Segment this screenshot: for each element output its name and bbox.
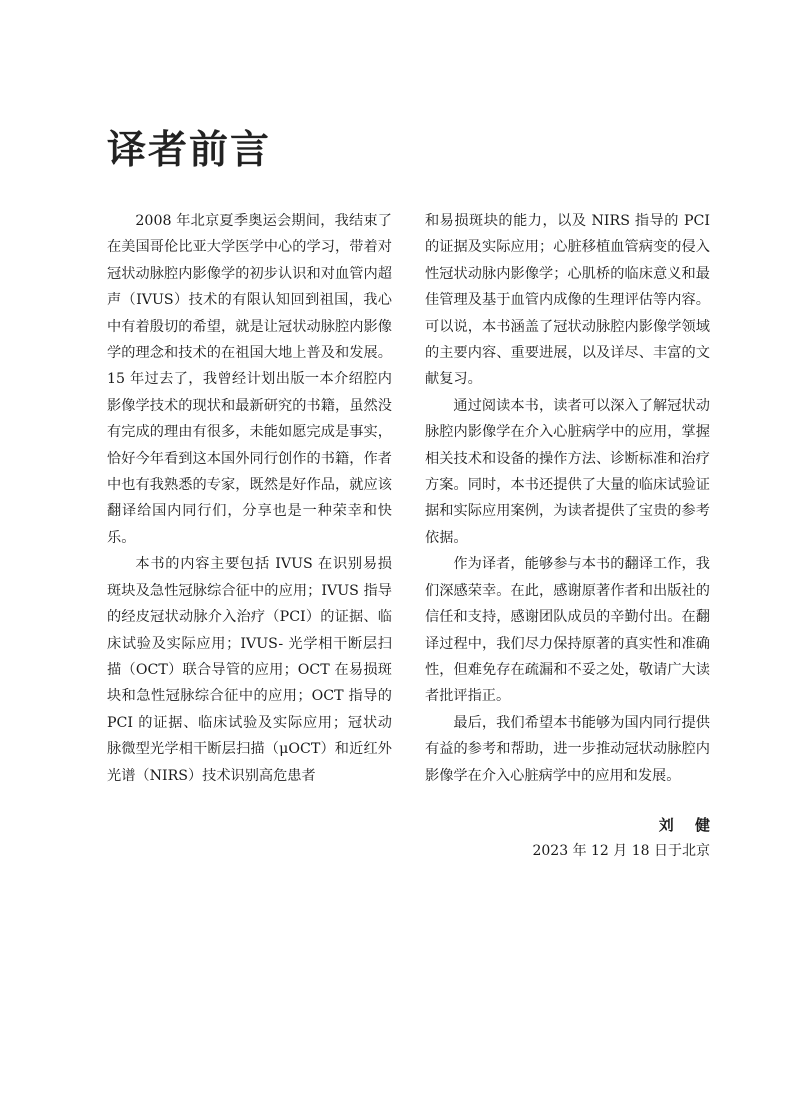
paragraph-continued: 和易损斑块的能力，以及 NIRS 指导的 PCI 的证据及实际应用；心脏移植血管病变的侵入性冠状动脉内影像学；心肌桥的临床意义和最佳管理及基于血管内成像的生理评估等内容。可以说，本书涵盖了冠状动脉腔内影像学领域的主要内容、重要进展，以及详尽、丰富的文献复习。	[425, 213, 710, 388]
paragraph: 最后，我们希望本书能够为国内同行提供有益的参考和帮助，进一步推动冠状动脉腔内影像学在介入心脏病学中的应用和发展。	[425, 714, 710, 784]
paragraph: 本书的内容主要包括 IVUS 在识别易损斑块及急性冠脉综合征中的应用；IVUS 指导的经皮冠状动脉介入治疗（PCI）的证据、临床试验及实际应用；IVUS- 光学相干断层扫描（OCT）联合导管的应用；OCT 在易损斑块和急性冠脉综合征中的应用；OCT 指导的 PCI 的证据、临床试验及实际应用；冠状动脉微型光学相干断层扫描（μOCT）和近红外光谱（NIRS）技术识别高危患者	[107, 556, 392, 784]
left-column	[107, 208, 392, 789]
paragraph: 通过阅读本书，读者可以深入了解冠状动脉腔内影像学在介入心脏病学中的应用，掌握相关技术和设备的操作方法、诊断标准和治疗方案。同时，本书还提供了大量的临床试验证据和实际应用案例，为读者提供了宝贵的参考依据。	[425, 397, 710, 546]
body-columns	[107, 208, 710, 789]
translator-name: 刘 健	[658, 816, 718, 834]
signature-block	[532, 812, 718, 864]
right-column	[425, 208, 710, 789]
paragraph: 2008 年北京夏季奥运会期间，我结束了在美国哥伦比亚大学医学中心的学习，带着对冠状动脉腔内影像学的初步认识和对血管内超声（IVUS）技术的有限认知回到祖国，我心中有着殷切的希望，就是让冠状动脉腔内影像学的理念和技术的在祖国大地上普及和发展。15 年过去了，我曾经计划出版一本介绍腔内影像学技术的现状和最新研究的书籍，虽然没有完成的理由有很多，未能如愿完成是事实，恰好今年看到这本国外同行创作的书籍，作者中也有我熟悉的专家，既然是好作品，就应该翻译给国内同行们，分享也是一种荣幸和快乐。	[107, 213, 392, 546]
signature-date: 2023 年 12 月 18 日于北京	[532, 843, 710, 859]
paragraph: 作为译者，能够参与本书的翻译工作，我们深感荣幸。在此，感谢原著作者和出版社的信任和支持，感谢团队成员的辛勤付出。在翻译过程中，我们尽力保持原著的真实性和准确性，但难免存在疏漏和不妥之处，敬请广大读者批评指正。	[425, 556, 710, 705]
page-title: 译者前言	[107, 128, 272, 173]
